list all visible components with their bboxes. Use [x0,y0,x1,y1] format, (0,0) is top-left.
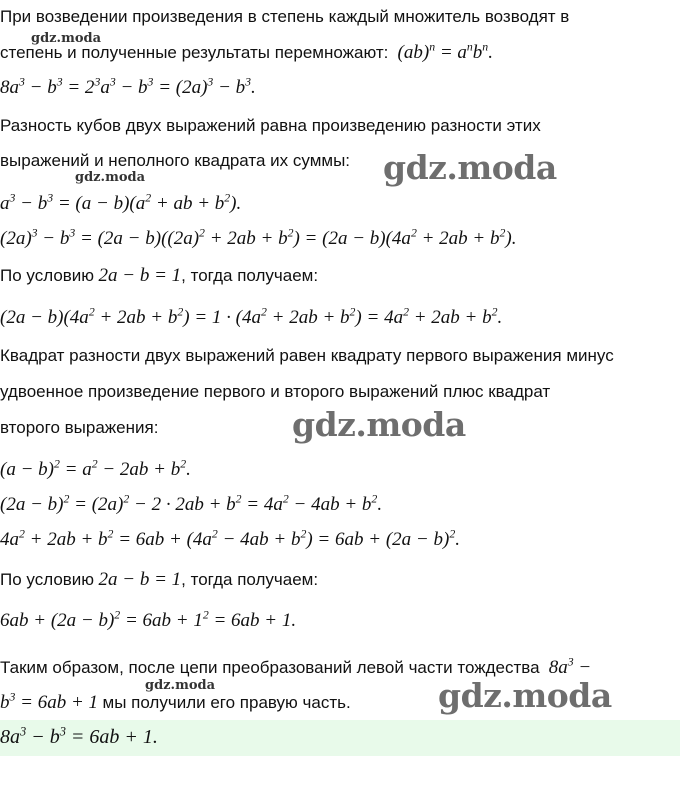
condition-formula: 2a − b = 1 [98,569,182,590]
text: , тогда получаем: [181,266,319,285]
answer-box [0,720,680,756]
formula-rhs: = 6ab + 1 [20,692,99,713]
condition-formula: 2a − b = 1 [98,265,182,286]
formula-inline: $b^3 = 6ab + 1$ [0,690,99,713]
formula-cubes-identity: $a^3 - b^3 = (a - b)(a^2$ + ab + $b^2$). [0,191,242,214]
condition-line-2 [0,569,318,591]
paragraph-power-rule: При возведении произведения в степень каждый множитель возводят в [0,7,570,26]
paragraph-square-of-difference-cont: удвоенное произведение первого и второго выражений плюс квадрат [0,382,551,401]
text: степень и полученные результаты перемножают: [0,43,389,62]
paragraph-square-of-difference: Квадрат разности двух выражений равен квадрату первого выражения минус [0,346,614,365]
text: , тогда получаем: [181,570,319,589]
paragraph-difference-of-cubes-cont: выражений и неполного квадрата их суммы: [0,151,351,170]
formula-step-4: $(2a - b)^2 = (2a)^2 - 2 \cdot 2ab + b^2 = 4a^2 - 4ab + b^2$. [0,492,383,515]
watermark-small: gdz.moda [31,31,102,46]
paragraph-difference-of-cubes: Разность кубов двух выражений равна произведению разности этих [0,116,541,135]
formula-step-3: $(2a - b)(4a^2 + 2ab + b^2) = 1 \cdot (4a^2 + 2ab + b^2) = 4a^2 + 2ab + b^2$. [0,305,503,328]
watermark-large: gdz.moda [292,405,466,444]
formula-square-identity: $(a - b)^2 = a^2 - 2ab + b^2$. [0,457,191,480]
answer-rhs: = 6ab + 1 [70,726,153,748]
formula-step-1: $8a^3 - b^3 = 2^3a^3 - b^3 = (2a)^3 - b^3$. [0,75,256,98]
answer-formula: $8a^3 - b^3 = 6ab + 1$. [0,724,158,748]
formula-step-2: $(2a)^3 - b^3 = (2a - b)((2a)^2 + 2ab + b^2) = (2a - b)(4a^2 + 2ab + b^2)$. [0,226,517,249]
text: мы получили его правую часть. [102,693,351,712]
formula-power-rule: $(ab)^n = a^nb^n$. [392,40,493,63]
conclusion-line-2 [0,692,351,714]
formula-step-6: $6ab + (2a - b)^2 = 6ab + 1^2 = 6ab + 1$. [0,608,297,631]
text: Таким образом, после цепи преобразований левой части тождества [0,658,540,677]
formula-step-5: $4a^2 + 2ab + b^2 = 6ab + (4a^2 - 4ab + b^2) = 6ab + (2a - b)^2$. [0,527,460,550]
text: По условию [0,266,95,285]
watermark-small: gdz.moda [75,170,146,185]
paragraph-square-of-difference-end: второго выражения: [0,418,159,437]
text: По условию [0,570,95,589]
watermark-small: gdz.moda [145,678,216,693]
watermark-large: gdz.moda [438,676,612,715]
watermark-large: gdz.moda [383,148,557,187]
paragraph-power-rule-cont [0,42,493,64]
formula-inline: $8a^3$ − [544,655,592,678]
condition-line-1 [0,265,318,287]
